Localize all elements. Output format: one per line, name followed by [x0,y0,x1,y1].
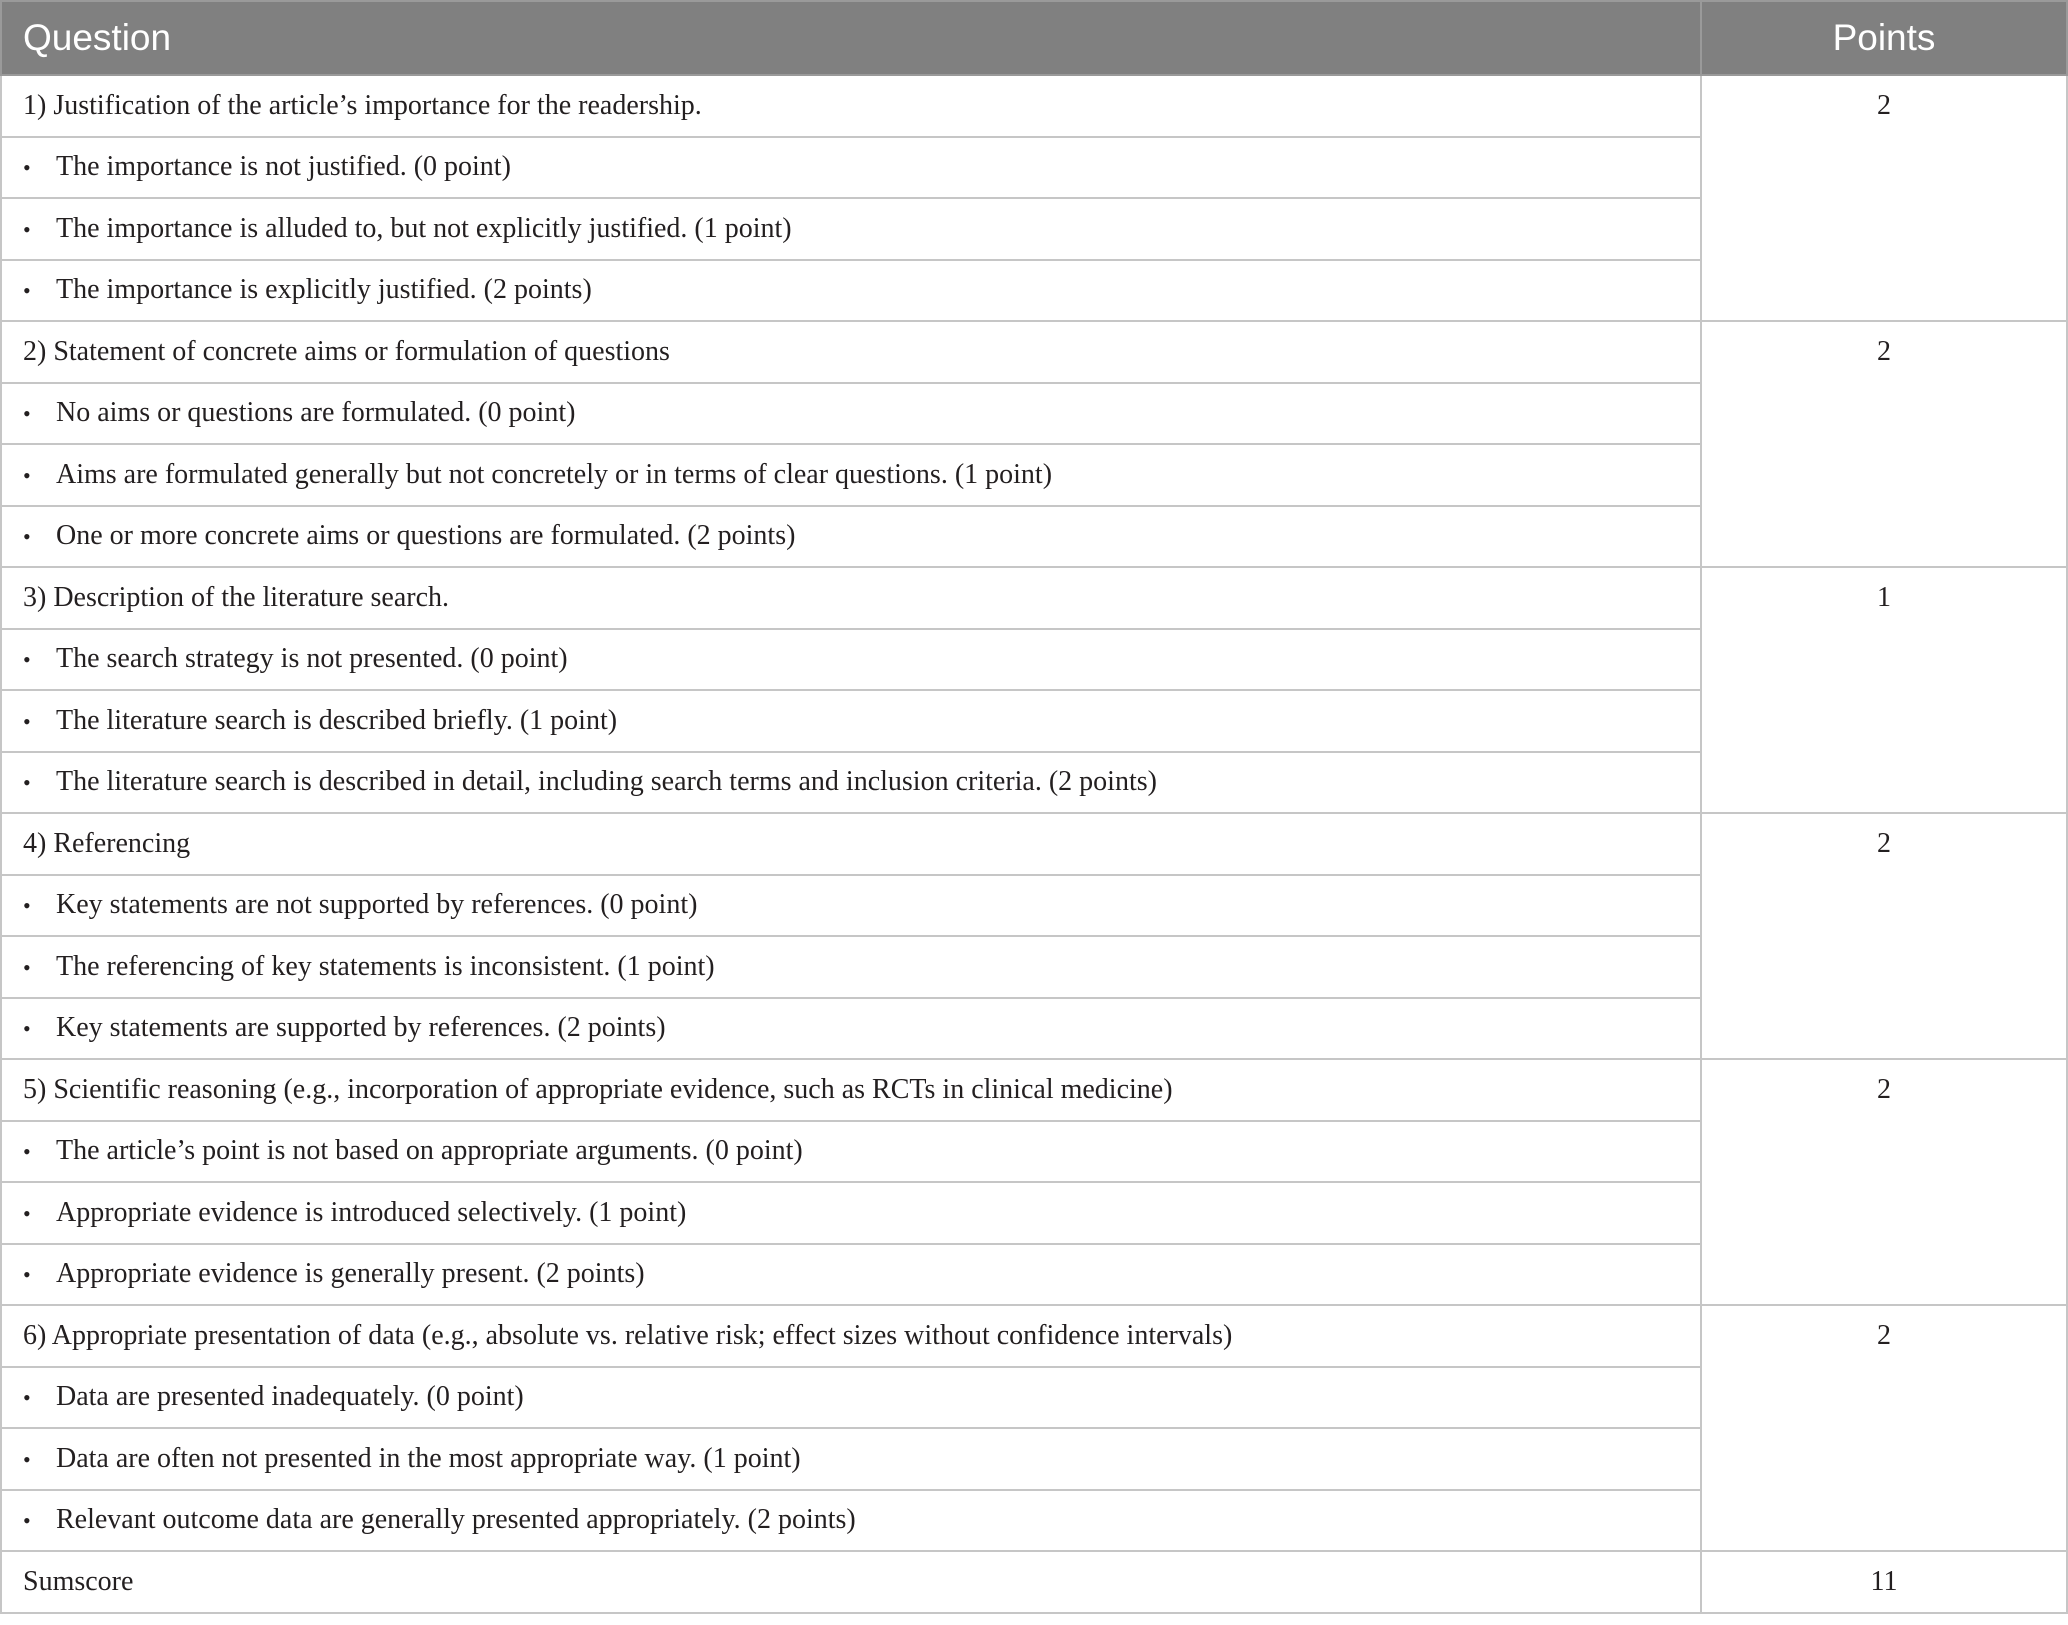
bullet-icon: • [23,1508,31,1534]
question-points: 2 [1701,1059,2067,1305]
option-text: The literature search is described in detail, including search terms and inclusion criteria. (2 points) [56,766,1157,798]
bullet-icon: • [23,524,31,550]
option-text: The importance is alluded to, but not explicitly justified. (1 point) [56,212,792,244]
bullet-icon: • [23,708,31,734]
option-text: The literature search is described briefly. (1 point) [56,704,618,736]
question-text: 3) Description of the literature search. [1,567,1701,629]
option-text: No aims or questions are formulated. (0 point) [56,397,576,429]
question-text: 1) Justification of the article’s importance for the readership. [1,75,1701,137]
option-text: The referencing of key statements is inconsistent. (1 point) [56,950,715,982]
points-column-header: Points [1701,1,2067,75]
question-text: 5) Scientific reasoning (e.g., incorporation of appropriate evidence, such as RCTs in clinical medicine) [1,1059,1701,1121]
question-row [1,1059,2067,1121]
option-text: Appropriate evidence is introduced selectively. (1 point) [56,1196,687,1228]
sumscore-label: Sumscore [1,1551,1701,1613]
option-text: The importance is not justified. (0 point) [56,151,511,183]
bullet-icon: • [23,1446,31,1472]
option-text: Key statements are supported by references. (2 points) [56,1012,666,1044]
option-text: Key statements are not supported by references. (0 point) [56,889,698,921]
bullet-icon: • [23,1200,31,1226]
bullet-icon: • [23,1139,31,1165]
bullet-icon: • [23,278,31,304]
question-row [1,321,2067,383]
sumscore-row [1,1551,2067,1613]
question-text: 6) Appropriate presentation of data (e.g., absolute vs. relative risk; effect sizes without confidence intervals) [1,1305,1701,1367]
sumscore-value: 11 [1701,1551,2067,1613]
question-row [1,813,2067,875]
question-row [1,1305,2067,1367]
bullet-icon: • [23,1016,31,1042]
option-text: The importance is explicitly justified. (2 points) [56,274,592,306]
question-points: 2 [1701,813,2067,1059]
question-column-header: Question [1,1,1701,75]
bullet-icon: • [23,893,31,919]
question-row [1,75,2067,137]
bullet-icon: • [23,647,31,673]
question-row [1,567,2067,629]
bullet-icon: • [23,462,31,488]
option-text: Data are often not presented in the most appropriate way. (1 point) [56,1442,801,1474]
option-text: Appropriate evidence is generally present. (2 points) [56,1258,645,1290]
bullet-icon: • [23,1262,31,1288]
question-points: 1 [1701,567,2067,813]
option-text: Aims are formulated generally but not concretely or in terms of clear questions. (1 point) [56,458,1053,490]
bullet-icon: • [23,155,31,181]
option-text: The article’s point is not based on appropriate arguments. (0 point) [56,1135,803,1167]
option-text: Relevant outcome data are generally presented appropriately. (2 points) [56,1504,856,1536]
option-text: The search strategy is not presented. (0 point) [56,643,568,675]
option-text: Data are presented inadequately. (0 point) [56,1381,524,1413]
header-row [1,1,2067,75]
option-text: One or more concrete aims or questions are formulated. (2 points) [56,520,796,552]
bullet-icon: • [23,216,31,242]
bullet-icon: • [23,1385,31,1411]
bullet-icon: • [23,401,31,427]
question-text: 4) Referencing [1,813,1701,875]
question-points: 2 [1701,1305,2067,1551]
bullet-icon: • [23,954,31,980]
question-points: 2 [1701,75,2067,321]
question-points: 2 [1701,321,2067,567]
question-text: 2) Statement of concrete aims or formulation of questions [1,321,1701,383]
bullet-icon: • [23,770,31,796]
